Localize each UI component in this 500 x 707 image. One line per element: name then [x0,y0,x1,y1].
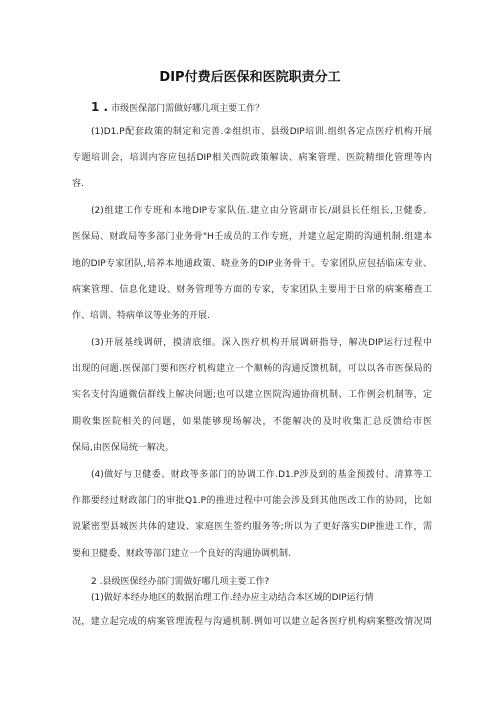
section-1-number: 1 . [91,101,109,114]
p3-line-2: 出现的问题.医保部门要和医疗机构建立一个顺畅的沟通反馈机制，可以以各市医保局的 [72,364,432,374]
p3-line-5: 保局,由医保局统一解决。 [72,443,174,453]
p2-line-3: 地的DIP专家团队,培养本地通政策、晓业务的DIP业务骨干。专家团队应包括临床专业、 [72,259,432,269]
page-title: DIP付费后医保和医院职责分工 [159,70,341,85]
p2-line-1: (2)组建工作专班和本地DIP专家队伍.建立由分管副市长/副县长任组长,卫健委、 [91,206,432,216]
p1-line-1: (1)D1.P配套政策的制定和完善.②组织市、县级DIP培训.组织各定点医疗机构开展 [91,127,432,137]
p4-line-2: 作都要经过财政部门的审批Q1.P的推进过程中可能会涉及到其他医改工作的协同，比如 [72,496,432,506]
p3-line-4: 期收集医院相关的问题，如果能够现场解决，不能解决的及时收集汇总反馈给市医 [72,417,432,427]
p1-line-3: 容. [72,179,84,189]
p4-line-1: (4)做好与卫健委、财政等多部门的协调工作.D1.P涉及到的基金预拨付、清算等工 [91,470,432,480]
s2-line-2: 况，建立起完成的病案管理流程与沟通机制.例如可以建立起各医疗机构病案整改情况周 [72,617,432,627]
p3-line-1: (3)开展基线调研，摸清底细。深入医疗机构开展调研指导，解决DIP运行过程中 [91,338,432,348]
p1-line-2: 专题培训会，培训内容应包括DIP相关西院政策解读、病案管理、医院精细化管理等内 [72,153,432,163]
s2-line-1: (1)做好本经办地区的数据治理工作.经办应主动结合本区域的DIP运行情 [91,593,374,603]
p2-line-5: 作、培训、特病单议等业务的开展. [72,311,210,321]
p2-line-2: 医保局、财政局等多部门业务骨"H壬成员的工作专班，并建立起定期的沟通机制.组建本 [72,232,432,242]
section-1-heading [91,101,432,115]
p2-line-4: 病案管理、信息化建设、财务管理等方面的专家，专家团队主要用于日常的病案稽查工 [72,285,432,295]
p4-line-3: 说紧密型县城医共体的建设、家庭医生签约服务等;所以为了更好落实DIP推进工作，需 [72,522,432,532]
p3-line-3: 实名支付沟通微信群线上解决问题;也可以建立医院沟通协商机制、工作例会机制等，定 [72,390,432,400]
p4-line-4: 要和卫健委、财政等部门建立一个良好的沟通协调机制. [72,549,291,559]
section-2-heading: 2 .县级医保经办部门需做好哪几项主要工作? [91,577,270,587]
section-1-heading-text: 市级医保部门需做好哪几项主要工作？ [111,104,265,114]
